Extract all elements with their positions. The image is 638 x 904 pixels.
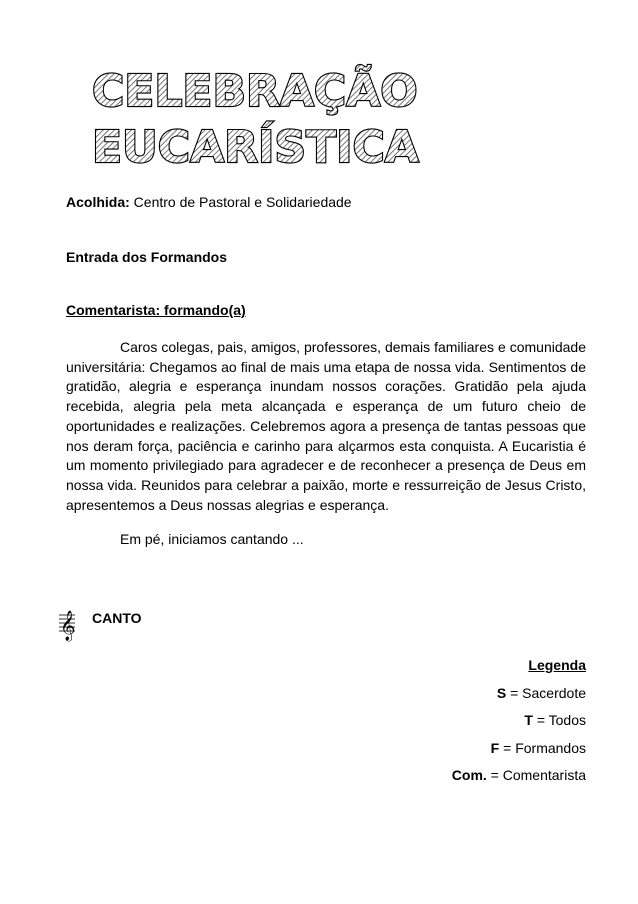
acolhida-line (66, 193, 352, 211)
legend-key: Com. (451, 767, 487, 784)
legend-box (452, 656, 586, 794)
entrada-heading: Entrada dos Formandos (66, 249, 228, 265)
legend-value: = Comentarista (486, 767, 586, 784)
legend-value: = Todos (532, 712, 586, 729)
document-title (80, 62, 419, 174)
canto-label: CANTO (92, 610, 142, 626)
legend-value: = Sacerdote (506, 684, 586, 701)
svg-text:𝄞: 𝄞 (60, 611, 76, 641)
commentary-paragraph: Caros colegas, pais, amigos, professores, demais familiares e comunidade universitária: Chegamos ao final de mais uma etapa de nossa vida. Sentimentos de gratidão, alegria e esperança inundam nossos corações. Gratidão pela ajuda recebida, alegria pela meta alcançada e esperança de um futuro cheio de oportunidades e realizações. Celebremos agora a presença de tantas pessoas que nos deram força, paciência e carinho para alçarmos esta conquista. A Eucaristia é um momento privilegiado para agradecer e de reconhecer a presença de Deus em nossa vida. Reunidos para celebrar a paixão, morte e ressurreição de Jesus Cristo, apresentemos a Deus nossas alegrias e esperança. (66, 339, 586, 513)
treble-clef-icon (58, 606, 76, 641)
legend-key: F (490, 739, 500, 756)
instruction-text: Em pé, iniciamos cantando ... (120, 531, 304, 547)
legend-item-sacerdote (452, 684, 586, 702)
legend-item-formandos (452, 739, 586, 757)
acolhida-label: Acolhida: (66, 194, 130, 210)
legend-heading: Legenda (528, 657, 586, 673)
acolhida-value: Centro de Pastoral e Solidariedade (129, 194, 352, 210)
legend-key: T (524, 712, 533, 729)
legend-value: = Formandos (499, 739, 586, 756)
title-line-2: EUCARÍSTICA (92, 122, 419, 173)
title-line-1: CELEBRAÇÃO (92, 66, 418, 117)
legend-key: S (496, 684, 507, 701)
legend-item-todos (452, 711, 586, 729)
legend-item-comentarista (452, 766, 586, 784)
comentarista-heading: Comentarista: formando(a) (66, 302, 246, 318)
